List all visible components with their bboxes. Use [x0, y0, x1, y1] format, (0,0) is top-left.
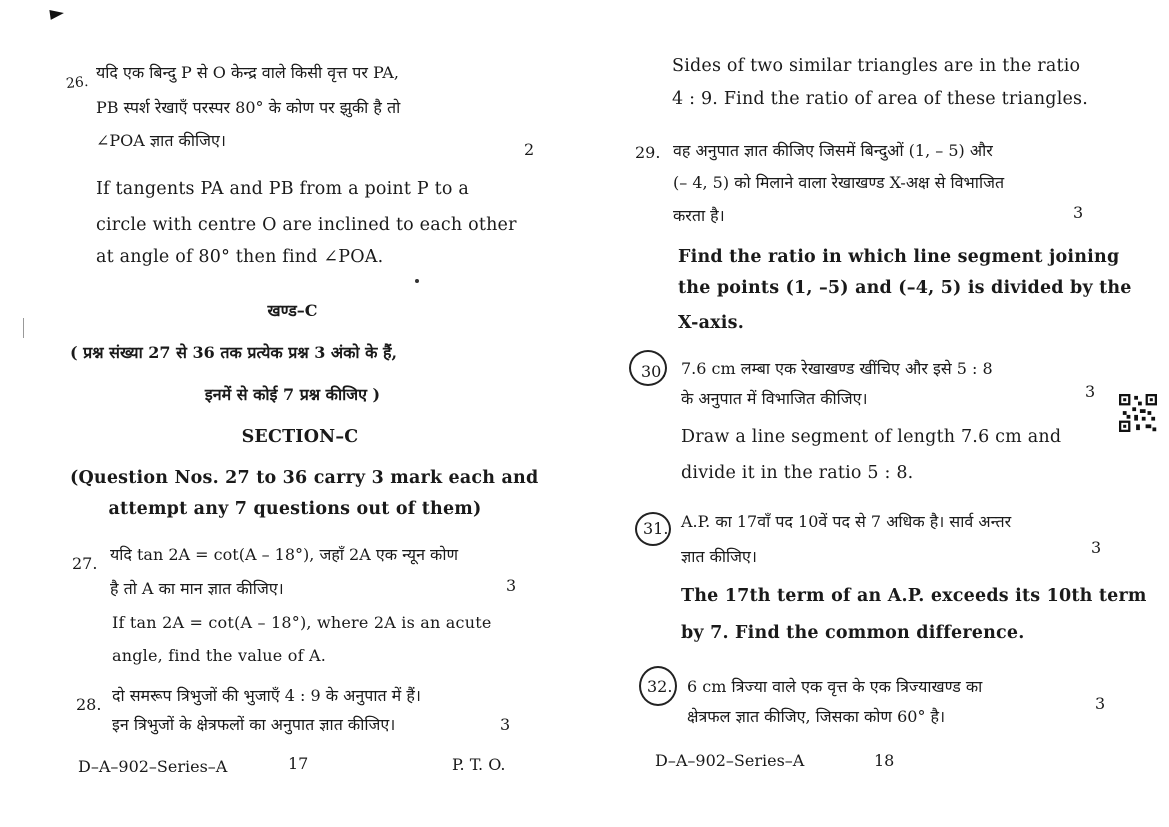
section-c-hindi-instruction-2: इनमें से कोई 7 प्रश्न कीजिए ) [204, 385, 381, 404]
q28-english-line-2: 4 : 9. Find the ratio of area of these triangles. [672, 89, 1088, 109]
q29-hindi-line-2: (– 4, 5) को मिलाने वाला रेखाखण्ड X-अक्ष से विभाजित [673, 173, 1005, 192]
q29-hindi-line-1: वह अनुपात ज्ञात कीजिए जिसमें बिन्दुओं (1, – 5) और [673, 141, 993, 160]
q32-marks: 3 [1095, 694, 1106, 713]
q28-english-line-1: Sides of two similar triangles are in the ratio [672, 56, 1081, 76]
q30-hindi-line-1: 7.6 cm लम्बा एक रेखाखण्ड खींचिए और इसे 5 : 8 [681, 359, 993, 378]
right-footer-page-number: 18 [874, 751, 895, 770]
section-c-english-instruction-1: (Question Nos. 27 to 36 carry 3 mark each and [70, 468, 539, 488]
section-c-hindi-instruction-1: ( प्रश्न संख्या 27 से 36 तक प्रत्येक प्रश्न 3 अंको के हैं, [70, 343, 398, 362]
q31-hindi-line-1: A.P. का 17वाँ पद 10वें पद से 7 अधिक है। सार्व अन्तर [681, 512, 1012, 531]
section-c-english-instruction-2: attempt any 7 questions out of them) [108, 499, 482, 519]
right-footer-code: D–A–902–Series–A [655, 751, 805, 770]
q26-english-line-1: If tangents PA and PB from a point P to a [96, 179, 469, 199]
left-footer-pto: P. T. O. [452, 755, 506, 774]
q30-english-line-2: divide it in the ratio 5 : 8. [681, 463, 914, 483]
q27-english-line-2: angle, find the value of A. [112, 646, 327, 665]
q28-number: 28. [76, 695, 102, 714]
q31-marks: 3 [1091, 538, 1102, 557]
ink-speck [415, 279, 419, 283]
q31-number: 31. [643, 519, 669, 538]
q32-hindi-line-2: क्षेत्रफल ज्ञात कीजिए, जिसका कोण 60° है। [687, 707, 946, 726]
left-footer-code: D–A–902–Series–A [78, 757, 228, 776]
q30-hindi-line-2: के अनुपात में विभाजित कीजिए। [681, 389, 868, 408]
q30-marks: 3 [1085, 382, 1096, 401]
q27-hindi-line-2: है तो A का मान ज्ञात कीजिए। [110, 579, 284, 598]
q27-marks: 3 [506, 576, 517, 595]
q32-hindi-line-1: 6 cm त्रिज्या वाले एक वृत्त के एक त्रिज्याखण्ड का [687, 677, 983, 696]
q27-hindi-line-1: यदि tan 2A = cot(A – 18°), जहाँ 2A एक न्यून कोण [110, 545, 459, 564]
q32-number: 32. [647, 677, 673, 696]
q27-number: 27. [72, 554, 98, 573]
q29-english-line-1: Find the ratio in which line segment joining [678, 247, 1120, 267]
qr-code-icon [1118, 394, 1158, 432]
q31-english-line-2: by 7. Find the common difference. [681, 623, 1025, 643]
q30-number: 30. [641, 362, 667, 381]
corner-arrow-icon [49, 8, 64, 20]
q28-marks: 3 [500, 715, 511, 734]
q29-marks: 3 [1073, 203, 1084, 222]
q26-english-line-2: circle with centre O are inclined to each other [96, 215, 517, 235]
q26-hindi-line-3: ∠POA ज्ञात कीजिए। [96, 131, 226, 150]
q31-hindi-line-2: ज्ञात कीजिए। [681, 547, 757, 566]
q26-hindi-line-1: यदि एक बिन्दु P से O केन्द्र वाले किसी वृत्त पर PA, [96, 63, 399, 82]
q30-english-line-1: Draw a line segment of length 7.6 cm and [681, 427, 1062, 447]
q31-english-line-1: The 17th term of an A.P. exceeds its 10th term [681, 586, 1147, 606]
section-c-english-title: SECTION–C [241, 427, 359, 447]
left-footer-page-number: 17 [288, 754, 309, 773]
q26-marks: 2 [524, 140, 535, 159]
q29-number: 29. [635, 143, 661, 162]
q26-english-line-3: at angle of 80° then find ∠POA. [96, 247, 384, 267]
q29-english-line-2: the points (1, –5) and (–4, 5) is divided by the [678, 278, 1132, 298]
right-page [585, 0, 1169, 827]
q28-hindi-line-2: इन त्रिभुजों के क्षेत्रफलों का अनुपात ज्ञात कीजिए। [112, 715, 396, 734]
q27-english-line-1: If tan 2A = cot(A – 18°), where 2A is an acute [112, 613, 492, 632]
q26-number: 26. [65, 73, 90, 93]
q29-hindi-line-3: करता है। [673, 206, 725, 225]
q29-english-line-3: X-axis. [678, 313, 744, 333]
q28-hindi-line-1: दो समरूप त्रिभुजों की भुजाएँ 4 : 9 के अनुपात में हैं। [112, 686, 421, 705]
q26-hindi-line-2: PB स्पर्श रेखाएँ परस्पर 80° के कोण पर झुकी है तो [96, 98, 401, 117]
section-c-hindi-title: खण्ड–C [267, 301, 318, 320]
